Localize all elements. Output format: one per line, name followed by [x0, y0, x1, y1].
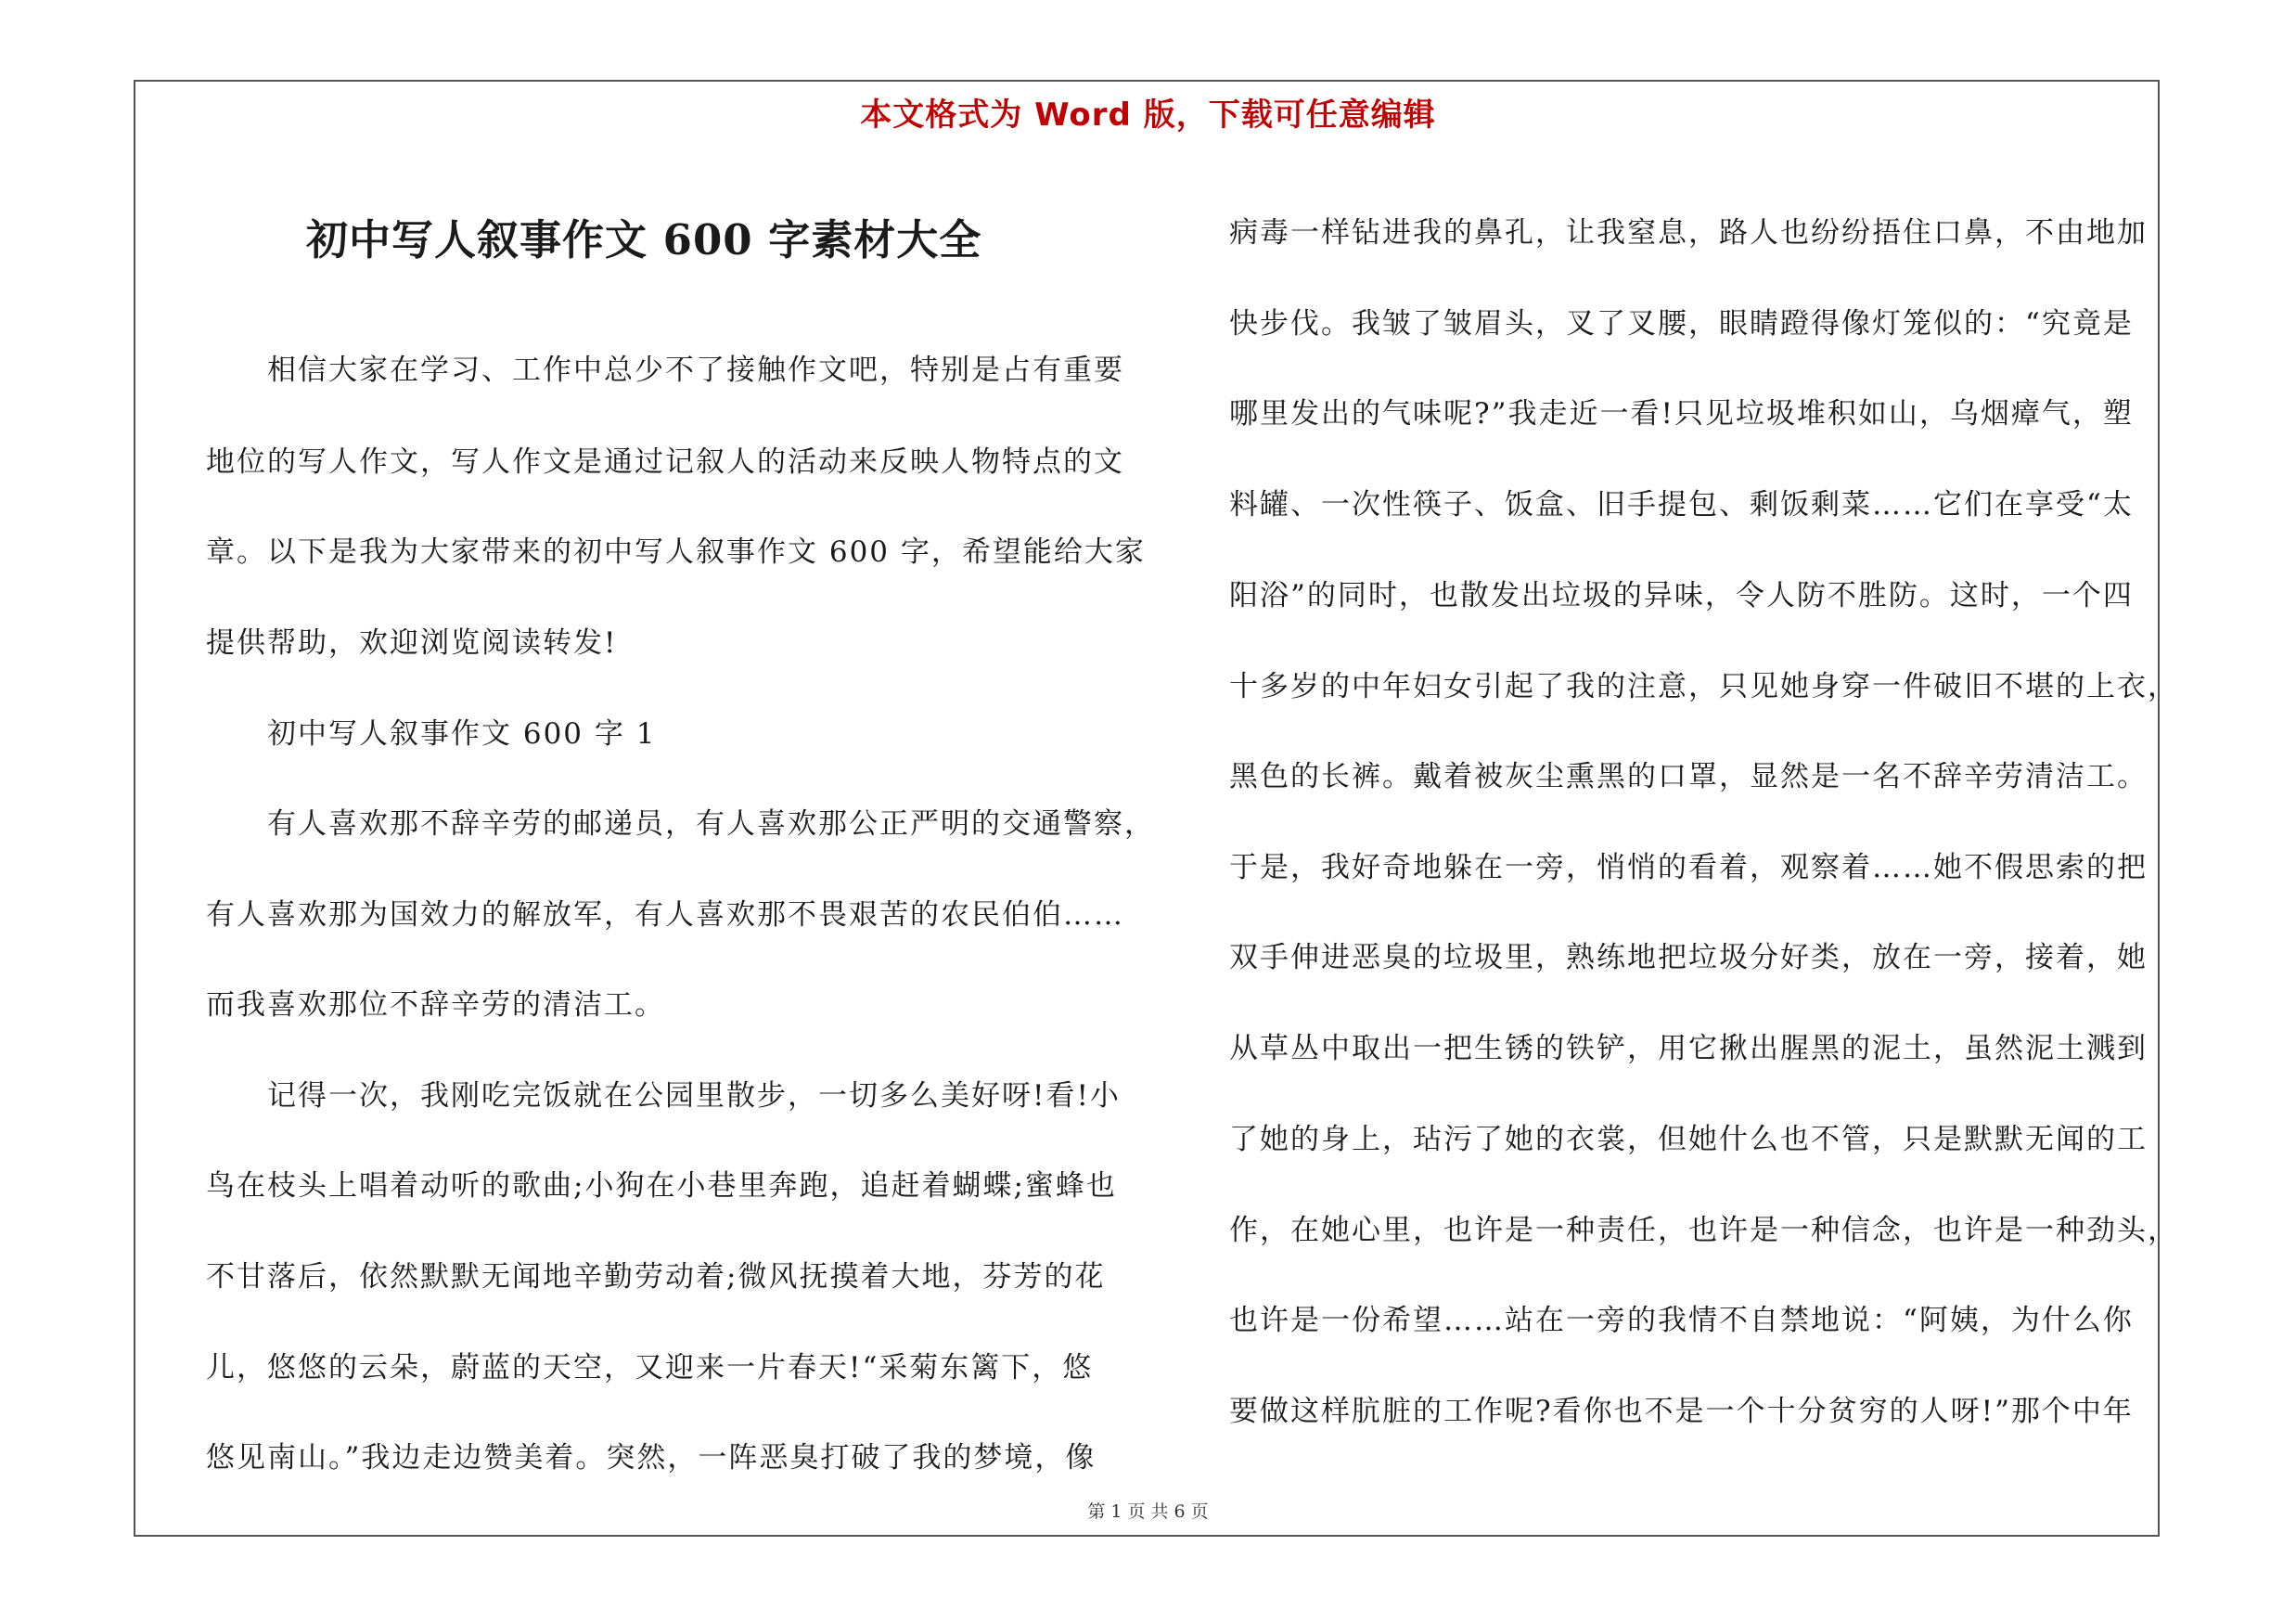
right-line: 了她的身上，玷污了她的衣裳，但她什么也不管，只是默默无闻的工	[1229, 1123, 2148, 1156]
page-footer: 第 1 页 共 6 页	[1087, 1501, 1209, 1522]
right-line: 哪里发出的气味呢?”我走近一看!只见垃圾堆积如山，乌烟瘴气，塑	[1229, 397, 2134, 431]
right-line: 黑色的长裤。戴着被灰尘熏黑的口罩，显然是一名不辞辛劳清洁工。	[1229, 760, 2148, 793]
document-title: 初中写人叙事作文 600 字素材大全	[306, 215, 982, 264]
left-line: 悠见南山。”我边走边赞美着。突然，一阵恶臭打破了我的梦境，像	[206, 1441, 1097, 1475]
right-line: 也许是一份希望……站在一旁的我情不自禁地说：“阿姨，为什么你	[1229, 1304, 2134, 1337]
right-line: 阳浴”的同时，也散发出垃圾的异味，令人防不胜防。这时，一个四	[1229, 579, 2134, 612]
format-banner: 本文格式为 Word 版，下载可任意编辑	[860, 97, 1436, 134]
left-line: 记得一次，我刚吃完饭就在公园里散步，一切多么美好呀!看!小	[267, 1079, 1121, 1113]
left-line: 有人喜欢那为国效力的解放军，有人喜欢那不畏艰苦的农民伯伯……	[206, 898, 1124, 932]
right-line: 十多岁的中年妇女引起了我的注意，只见她身穿一件破旧不堪的上衣，	[1229, 670, 2178, 703]
left-line: 提供帮助，欢迎浏览阅读转发!	[206, 626, 618, 660]
right-line: 料罐、一次性筷子、饭盒、旧手提包、剩饭剩菜……它们在享受“太	[1229, 488, 2134, 522]
left-line: 而我喜欢那位不辞辛劳的清洁工。	[206, 988, 665, 1022]
left-line: 鸟在枝头上唱着动听的歌曲;小狗在小巷里奔跑，追赶着蝴蝶;蜜蜂也	[206, 1169, 1117, 1203]
right-line: 于是，我好奇地躲在一旁，悄悄的看着，观察着……她不假思索的把	[1229, 851, 2148, 884]
left-line: 有人喜欢那不辞辛劳的邮递员，有人喜欢那公正严明的交通警察，	[267, 807, 1155, 841]
left-line: 章。以下是我为大家带来的初中写人叙事作文 600 字，希望能给大家	[206, 535, 1146, 569]
left-line: 不甘落后，依然默默无闻地辛勤劳动着;微风抚摸着大地，芬芳的花	[206, 1260, 1106, 1294]
right-line: 快步伐。我皱了皱眉头，叉了叉腰，眼睛蹬得像灯笼似的：“究竟是	[1229, 307, 2134, 341]
right-line: 作，在她心里，也许是一种责任，也许是一种信念，也许是一种劲头，	[1229, 1214, 2178, 1247]
right-line: 双手伸进恶臭的垃圾里，熟练地把垃圾分好类，放在一旁，接着，她	[1229, 941, 2148, 974]
right-line: 病毒一样钻进我的鼻孔，让我窒息，路人也纷纷捂住口鼻，不由地加	[1229, 216, 2148, 250]
left-line: 地位的写人作文，写人作文是通过记叙人的活动来反映人物特点的文	[206, 445, 1124, 479]
left-line: 初中写人叙事作文 600 字 1	[267, 717, 657, 751]
right-line: 从草丛中取出一把生锈的铁铲，用它揪出腥黑的泥土，虽然泥土溅到	[1229, 1032, 2148, 1065]
left-line: 儿，悠悠的云朵，蔚蓝的天空，又迎来一片春天!“采菊东篱下，悠	[206, 1351, 1094, 1385]
right-line: 要做这样肮脏的工作呢?看你也不是一个十分贫穷的人呀!”那个中年	[1229, 1395, 2134, 1428]
left-line: 相信大家在学习、工作中总少不了接触作文吧，特别是占有重要	[267, 354, 1124, 387]
